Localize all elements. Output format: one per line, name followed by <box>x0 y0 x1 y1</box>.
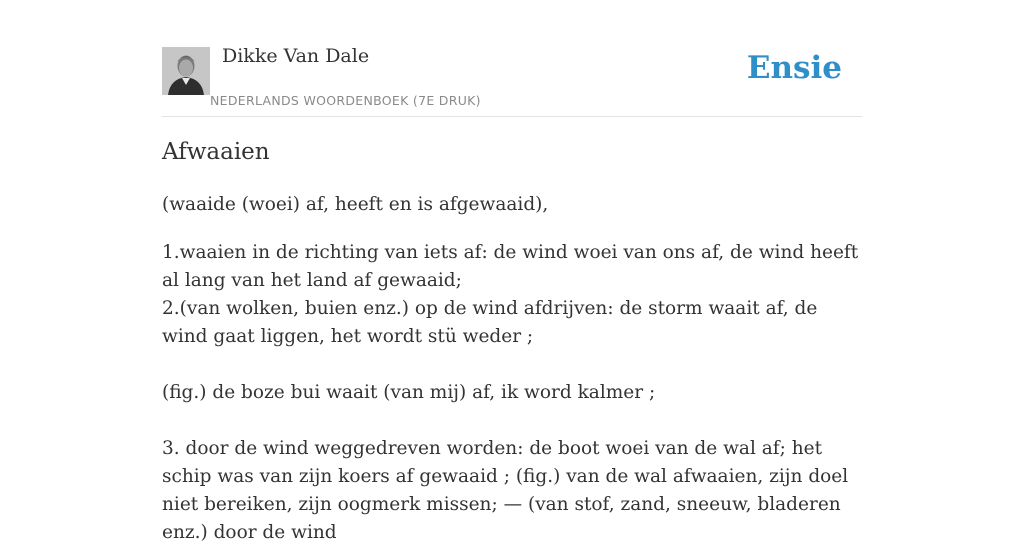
paragraph-gap <box>162 407 867 435</box>
paragraph-gap <box>162 351 867 379</box>
entry-body <box>162 239 867 547</box>
definition-paragraph: (fig.) de boze bui waait (van mij) af, ik word kalmer ; <box>162 382 656 403</box>
portrait-image <box>162 47 210 95</box>
author-name[interactable]: Dikke Van Dale <box>222 45 370 67</box>
entry-title: Afwaaien <box>162 139 270 165</box>
entry-grammar: (waaide (woei) af, heeft en is afgewaaid), <box>162 194 549 215</box>
definition-paragraph: 1.waaien in de richting van iets af: de wind woei van ons af, de wind heeft al lang van het land af gewaaid; <box>162 242 859 291</box>
definition-paragraph: 3. door de wind weggedreven worden: de boot woei van de wal af; het schip was van zijn koers af gewaaid ; (fig.) van de wal afwaaien, zijn doel niet bereiken, zijn oogmerk missen; — (van stof, zand, sneeuw, bladeren enz.) door de wind <box>162 438 849 543</box>
author-avatar[interactable] <box>162 47 210 95</box>
content <box>162 0 862 543</box>
definition-paragraph: 2.(van wolken, buien enz.) op de wind afdrijven: de storm waait af, de wind gaat liggen, het wordt stü weder ; <box>162 298 818 347</box>
header <box>162 0 862 117</box>
ensie-logo[interactable]: Ensie <box>746 50 842 86</box>
dictionary-subtitle: NEDERLANDS WOORDENBOEK (7E DRUK) <box>210 93 481 108</box>
